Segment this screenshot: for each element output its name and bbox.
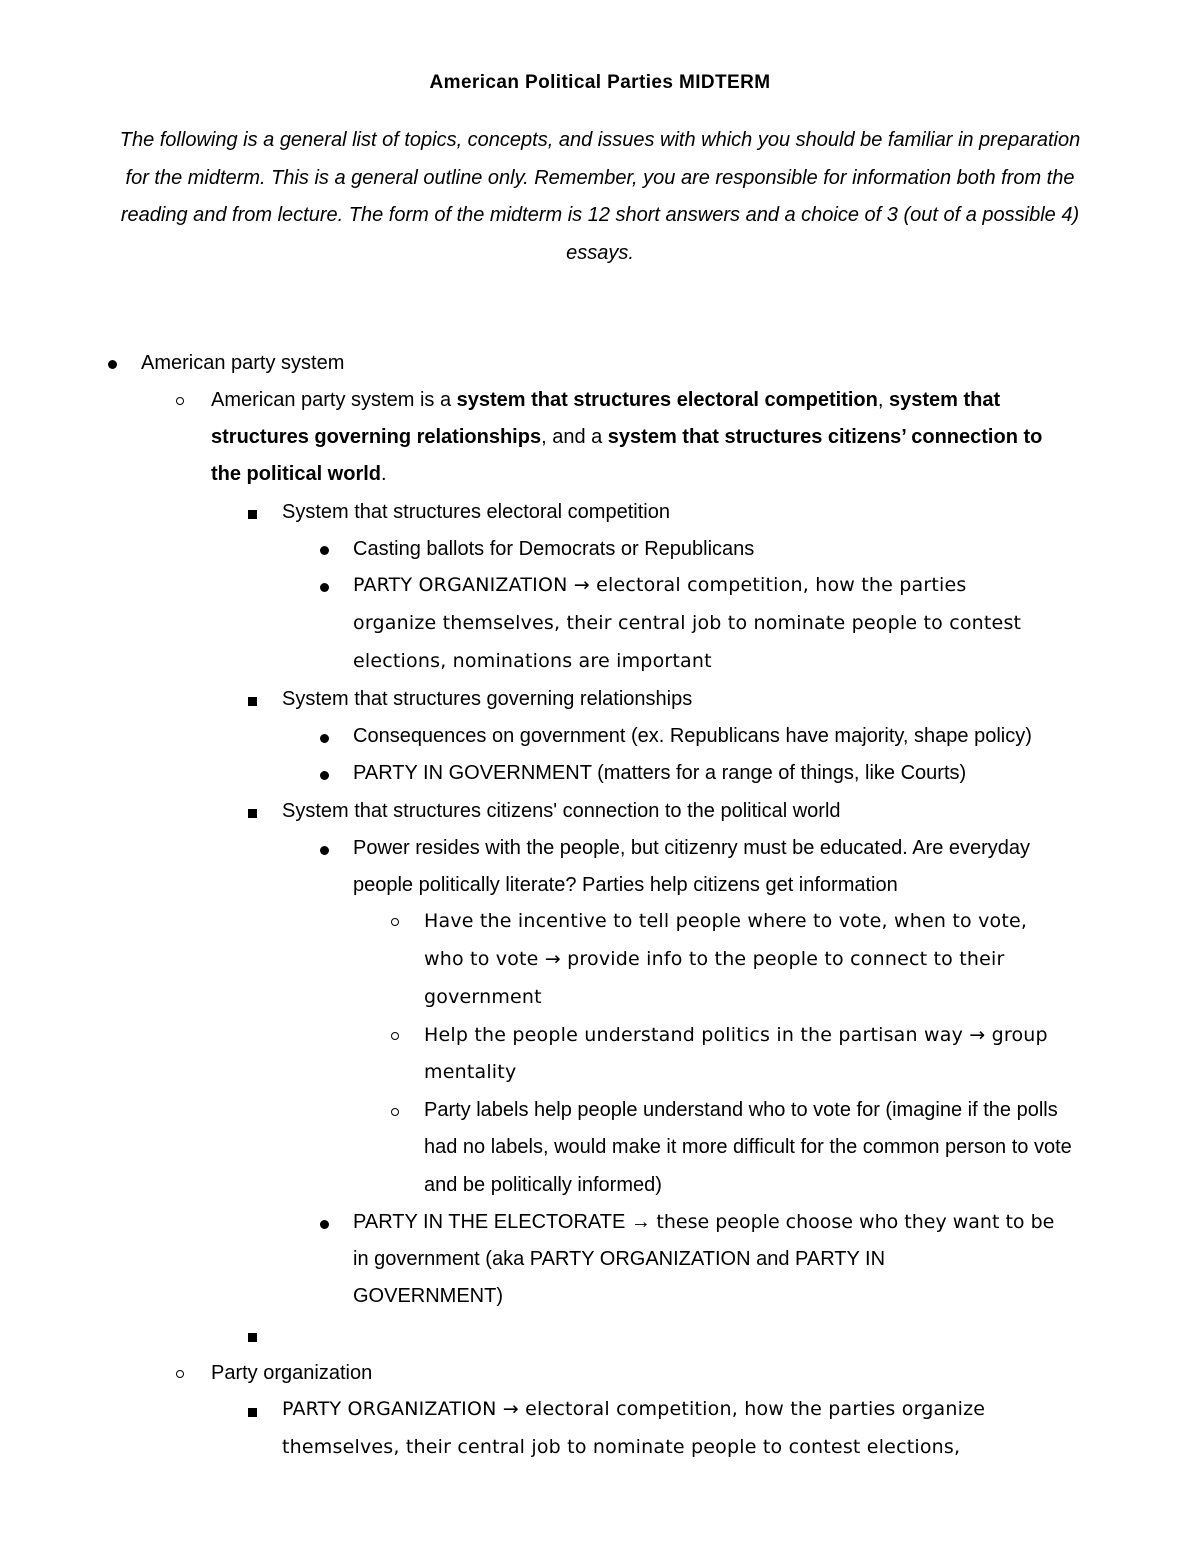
list-item-cont: had no labels, would make it more difficult for the common person to vote: [424, 1136, 1072, 1158]
list-item: PARTY ORGANIZATION → electoral competition, how the parties organize: [282, 1398, 986, 1420]
page-title: American Political Parties MIDTERM: [429, 72, 771, 93]
circle-bullet-icon: [391, 1108, 401, 1118]
list-item-definition: American party system is a system that structures electoral competition, system that: [211, 389, 1001, 411]
square-bullet-icon: [248, 1333, 258, 1343]
intro-line: for the midterm. This is a general outline only. Remember, you are responsible for information both from the: [125, 166, 1075, 189]
list-item: Consequences on government (ex. Republicans have majority, shape policy): [353, 725, 1032, 747]
circle-bullet-icon: [391, 918, 401, 928]
list-item-electoral-competition: System that structures electoral competition: [282, 501, 670, 523]
intro-line: essays.: [566, 241, 634, 264]
circle-bullet-icon: [391, 1032, 401, 1042]
list-item-cont: people politically literate? Parties help citizens get information: [353, 874, 898, 896]
list-item-american-party-system: American party system: [141, 352, 345, 374]
disc-bullet-icon: [320, 734, 330, 744]
list-item-cont: themselves, their central job to nominate people to contest elections,: [282, 1436, 961, 1458]
list-item-cont: GOVERNMENT): [353, 1285, 503, 1307]
disc-bullet-icon: [320, 583, 330, 593]
list-item-cont: government: [424, 986, 542, 1008]
list-item-cont: who to vote → provide info to the people to connect to their: [424, 948, 1005, 970]
list-item-cont: elections, nominations are important: [353, 650, 712, 672]
intro-paragraph: [76, 122, 1124, 272]
disc-bullet-icon: [320, 546, 330, 556]
intro-line: reading and from lecture. The form of the midterm is 12 short answers and a choice of 3 (out of a possible 4): [120, 204, 1080, 226]
list-item: PARTY IN THE ELECTORATE → these people choose who they want to be: [353, 1211, 1055, 1233]
list-item-party-organization: Party organization: [211, 1362, 373, 1384]
list-item: Have the incentive to tell people where to vote, when to vote,: [424, 910, 1028, 932]
disc-bullet-icon: [320, 771, 330, 781]
circle-bullet-icon: [176, 397, 186, 407]
square-bullet-icon: [248, 697, 258, 707]
list-item-cont: and be politically informed): [424, 1174, 662, 1196]
square-bullet-icon: [248, 809, 258, 819]
list-item-cont: organize themselves, their central job to nominate people to contest: [353, 612, 1022, 634]
disc-bullet-icon: [320, 846, 330, 856]
square-bullet-icon: [248, 1408, 258, 1418]
list-item: Casting ballots for Democrats or Republicans: [353, 538, 755, 560]
circle-bullet-icon: [176, 1370, 186, 1380]
list-item: Power resides with the people, but citizenry must be educated. Are everyday: [353, 837, 1031, 859]
list-item-definition-cont: structures governing relationships, and a system that structures citizens’ connection to: [211, 426, 1043, 448]
disc-bullet-icon: [320, 1220, 330, 1230]
list-item: Party labels help people understand who to vote for (imagine if the polls: [424, 1099, 1058, 1121]
list-item: Help the people understand politics in the partisan way → group: [424, 1024, 1048, 1046]
list-item-citizens-connection: System that structures citizens' connection to the political world: [282, 800, 841, 822]
list-item: PARTY IN GOVERNMENT (matters for a range of things, like Courts): [353, 762, 967, 784]
list-item-definition-cont: the political world.: [211, 463, 387, 485]
disc-bullet-icon: [108, 360, 118, 370]
list-item-cont: in government (aka PARTY ORGANIZATION and PARTY IN: [353, 1248, 886, 1270]
square-bullet-icon: [248, 510, 258, 520]
list-item-cont: mentality: [424, 1061, 517, 1083]
intro-line: The following is a general list of topics, concepts, and issues with which you should be familiar in preparation: [119, 129, 1081, 151]
list-item: PARTY ORGANIZATION → electoral competition, how the parties: [353, 574, 967, 596]
list-item-governing-relationships: System that structures governing relationships: [282, 688, 693, 710]
